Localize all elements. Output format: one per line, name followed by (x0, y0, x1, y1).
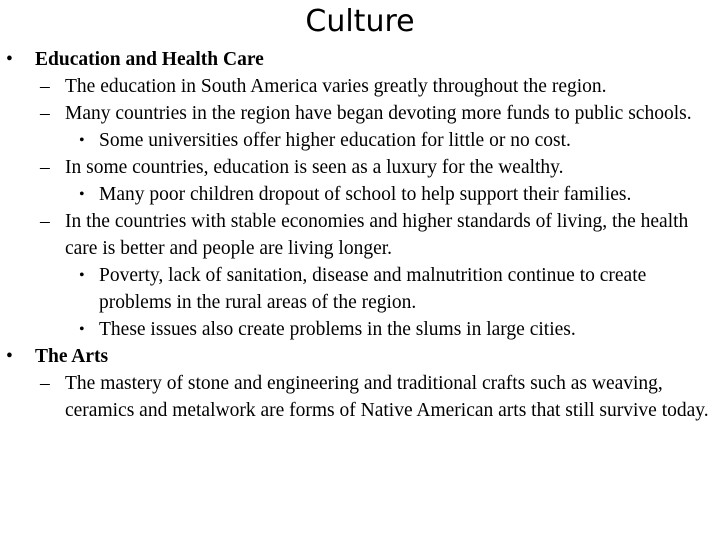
subpoint-text: The mastery of stone and engineering and traditional crafts such as weaving, ceramics and metalwork are forms of Native American arts that still survive today. (65, 373, 709, 421)
subpoint-text: The education in South America varies greatly throughout the region. (65, 76, 607, 97)
bullet-marker: • (6, 49, 13, 70)
subpoint-text: In some countries, education is seen as a luxury for the wealthy. (65, 157, 564, 178)
subpoint (0, 370, 720, 424)
dash-marker: – (40, 76, 50, 97)
bullet-marker: • (79, 132, 85, 149)
detail-text: Some universities offer higher education for little or no cost. (99, 130, 571, 151)
bullet-heading: The Arts (35, 346, 109, 367)
dash-marker: – (40, 211, 50, 232)
subpoint (0, 154, 720, 181)
slide-body (0, 46, 720, 424)
detail-point (0, 316, 720, 343)
bullet-marker: • (79, 186, 85, 203)
dash-marker: – (40, 103, 50, 124)
bullet-marker: • (79, 267, 85, 284)
detail-point (0, 127, 720, 154)
bullet-education-health (0, 46, 720, 73)
subpoint-text: In the countries with stable economies and higher standards of living, the health care is better and people are living longer. (65, 211, 689, 259)
bullet-the-arts (0, 343, 720, 370)
subpoint-text: Many countries in the region have began devoting more funds to public schools. (65, 103, 692, 124)
detail-point (0, 181, 720, 208)
detail-text: Many poor children dropout of school to help support their families. (99, 184, 632, 205)
detail-point (0, 262, 720, 316)
bullet-marker: • (6, 346, 13, 367)
slide-title: Culture (305, 4, 415, 39)
dash-marker: – (40, 157, 50, 178)
subpoint (0, 208, 720, 262)
detail-text: These issues also create problems in the slums in large cities. (99, 319, 576, 340)
subpoint (0, 100, 720, 127)
dash-marker: – (40, 373, 50, 394)
subpoint (0, 73, 720, 100)
bullet-heading: Education and Health Care (35, 49, 264, 70)
detail-text: Poverty, lack of sanitation, disease and malnutrition continue to create problems in the rural areas of the region. (99, 265, 647, 313)
bullet-marker: • (79, 321, 85, 338)
